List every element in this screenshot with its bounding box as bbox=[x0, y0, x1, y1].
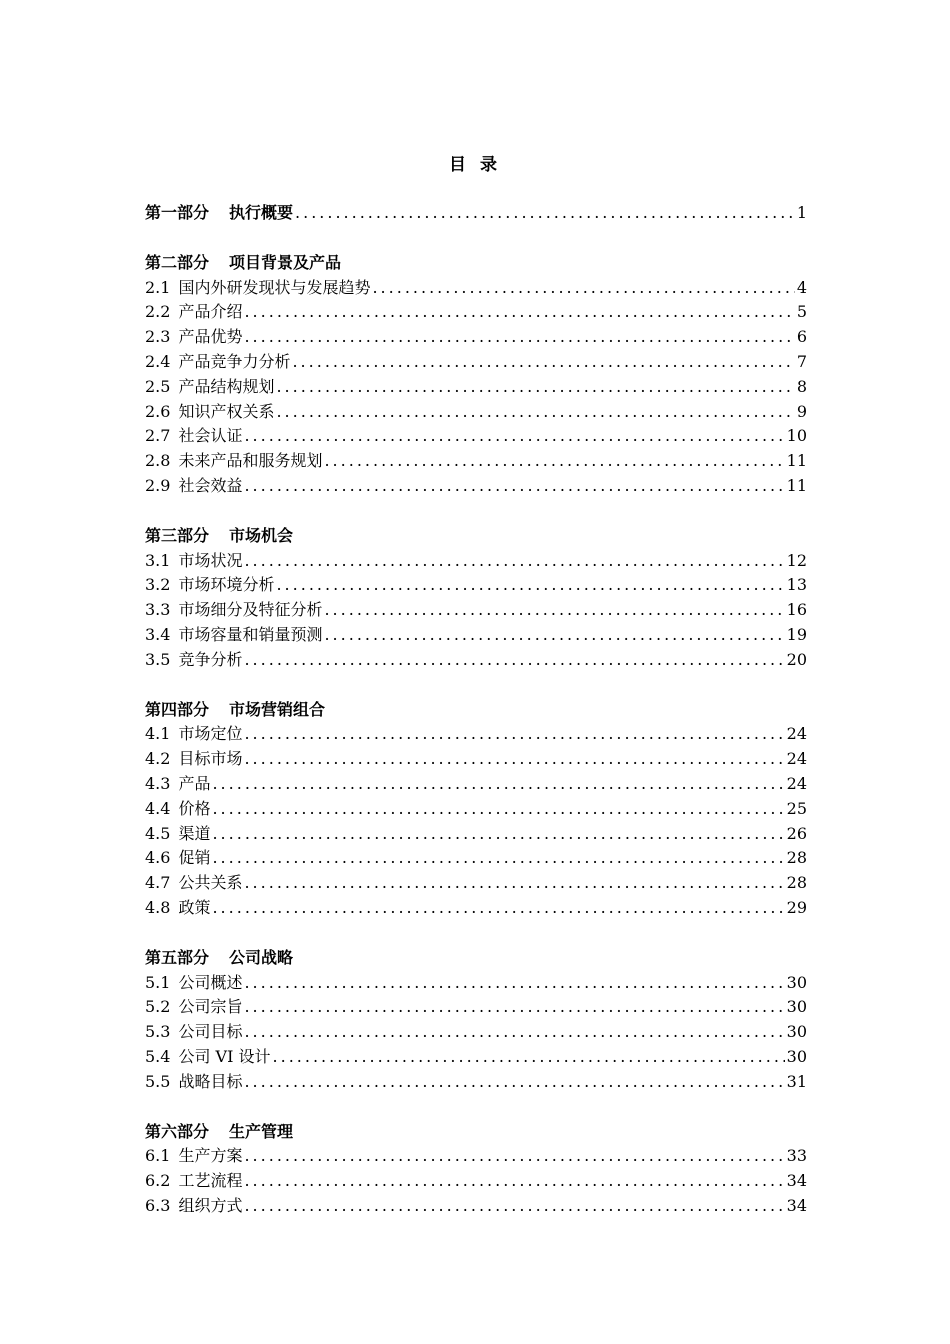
page-number: 31 bbox=[786, 1071, 807, 1091]
toc-entry[interactable] bbox=[145, 573, 807, 598]
toc-entry[interactable] bbox=[145, 276, 807, 301]
entry-number: 4.6 bbox=[145, 848, 171, 868]
page-number: 25 bbox=[786, 798, 807, 818]
entry-number: 2.6 bbox=[145, 401, 171, 421]
page-number: 24 bbox=[786, 724, 807, 744]
entry-number: 4.5 bbox=[145, 823, 171, 843]
toc-part-heading[interactable] bbox=[145, 201, 807, 226]
entry-label: 市场环境分析 bbox=[178, 575, 275, 595]
page-number: 30 bbox=[786, 972, 807, 992]
entry-label: 战略目标 bbox=[178, 1071, 243, 1091]
dot-leader bbox=[244, 1144, 784, 1169]
page-number: 7 bbox=[796, 351, 807, 371]
entry-number: 4.2 bbox=[145, 749, 171, 769]
entry-label: 市场状况 bbox=[178, 550, 243, 570]
dot-leader bbox=[244, 722, 784, 747]
toc-entry[interactable] bbox=[145, 772, 807, 797]
dot-leader bbox=[244, 871, 784, 896]
page-number: 30 bbox=[786, 1046, 807, 1066]
page-number: 9 bbox=[796, 401, 807, 421]
entry-number: 5.2 bbox=[145, 997, 171, 1017]
entry-label: 公共关系 bbox=[178, 873, 243, 893]
part-title: 项目背景及产品 bbox=[229, 252, 342, 272]
entry-label: 市场定位 bbox=[178, 724, 243, 744]
entry-number: 5.1 bbox=[145, 972, 171, 992]
toc-entry[interactable] bbox=[145, 747, 807, 772]
toc-entry[interactable] bbox=[145, 549, 807, 574]
toc-part-heading bbox=[145, 251, 807, 276]
dot-leader bbox=[244, 1169, 784, 1194]
entry-number: 4.1 bbox=[145, 724, 171, 744]
dot-leader bbox=[244, 300, 794, 325]
toc-part-heading bbox=[145, 1120, 807, 1145]
entry-number: 5.3 bbox=[145, 1022, 171, 1042]
toc-entry[interactable] bbox=[145, 300, 807, 325]
dot-leader bbox=[244, 995, 784, 1020]
part-title: 公司战略 bbox=[229, 947, 294, 967]
part-title: 市场机会 bbox=[229, 525, 294, 545]
dot-leader bbox=[244, 648, 784, 673]
toc-title: 目 录 bbox=[449, 155, 501, 175]
toc-entry[interactable] bbox=[145, 846, 807, 871]
part-number: 第五部分 bbox=[145, 947, 210, 967]
entry-label: 竞争分析 bbox=[178, 649, 243, 669]
toc-entry[interactable] bbox=[145, 797, 807, 822]
entry-label: 公司宗旨 bbox=[178, 997, 243, 1017]
dot-leader bbox=[244, 1070, 784, 1095]
toc-entry[interactable] bbox=[145, 896, 807, 921]
dot-leader bbox=[244, 474, 784, 499]
entry-label: 生产方案 bbox=[178, 1146, 243, 1166]
page-number: 16 bbox=[786, 600, 807, 620]
page-number: 13 bbox=[786, 575, 807, 595]
page-number: 34 bbox=[786, 1171, 807, 1191]
part-number: 第四部分 bbox=[145, 699, 210, 719]
page-number: 4 bbox=[796, 277, 807, 297]
toc-section bbox=[145, 524, 807, 673]
entry-label: 市场细分及特征分析 bbox=[178, 600, 323, 620]
toc-entry[interactable] bbox=[145, 598, 807, 623]
page-number: 11 bbox=[786, 475, 807, 495]
table-of-contents bbox=[145, 201, 807, 1244]
toc-part-heading bbox=[145, 524, 807, 549]
entry-number: 2.4 bbox=[145, 351, 171, 371]
entry-label: 产品介绍 bbox=[178, 302, 243, 322]
entry-number: 3.5 bbox=[145, 649, 171, 669]
entry-number: 2.9 bbox=[145, 475, 171, 495]
toc-entry[interactable] bbox=[145, 1169, 807, 1194]
dot-leader bbox=[244, 325, 794, 350]
toc-section bbox=[145, 698, 807, 921]
toc-entry[interactable] bbox=[145, 722, 807, 747]
dot-leader bbox=[324, 623, 784, 648]
dot-leader bbox=[244, 747, 784, 772]
page-number: 12 bbox=[786, 550, 807, 570]
toc-entry[interactable] bbox=[145, 1194, 807, 1219]
entry-number: 3.3 bbox=[145, 600, 171, 620]
entry-label: 产品竞争力分析 bbox=[178, 351, 291, 371]
entry-number: 3.4 bbox=[145, 624, 171, 644]
entry-number: 2.1 bbox=[145, 277, 171, 297]
toc-entry[interactable] bbox=[145, 871, 807, 896]
toc-section bbox=[145, 201, 807, 226]
entry-label: 公司 VI 设计 bbox=[178, 1046, 271, 1066]
toc-entry[interactable] bbox=[145, 350, 807, 375]
entry-label: 产品结构规划 bbox=[178, 376, 275, 396]
toc-entry[interactable] bbox=[145, 1144, 807, 1169]
page-number: 11 bbox=[786, 451, 807, 471]
page-number: 5 bbox=[796, 302, 807, 322]
entry-number: 6.3 bbox=[145, 1195, 171, 1215]
entry-label: 知识产权关系 bbox=[178, 401, 275, 421]
entry-label: 未来产品和服务规划 bbox=[178, 451, 323, 471]
entry-label: 渠道 bbox=[178, 823, 211, 843]
entry-label: 产品优势 bbox=[178, 327, 243, 347]
part-number: 第六部分 bbox=[145, 1121, 210, 1141]
dot-leader bbox=[212, 772, 784, 797]
entry-label: 价格 bbox=[178, 798, 211, 818]
entry-number: 3.1 bbox=[145, 550, 171, 570]
toc-section bbox=[145, 251, 807, 499]
entry-label: 社会认证 bbox=[178, 426, 243, 446]
dot-leader bbox=[372, 276, 794, 301]
entry-label: 市场容量和销量预测 bbox=[178, 624, 323, 644]
toc-entry[interactable] bbox=[145, 375, 807, 400]
entry-number: 2.8 bbox=[145, 451, 171, 471]
entry-number: 5.4 bbox=[145, 1046, 171, 1066]
dot-leader bbox=[324, 449, 784, 474]
entry-label: 国内外研发现状与发展趋势 bbox=[178, 277, 371, 297]
page-number: 28 bbox=[786, 848, 807, 868]
page-number: 1 bbox=[796, 203, 807, 222]
dot-leader bbox=[295, 201, 795, 226]
toc-entry[interactable] bbox=[145, 474, 807, 499]
page-number: 24 bbox=[786, 749, 807, 769]
part-title: 执行概要 bbox=[229, 203, 294, 222]
page-number: 29 bbox=[786, 897, 807, 917]
dot-leader bbox=[212, 846, 784, 871]
toc-entry[interactable] bbox=[145, 449, 807, 474]
dot-leader bbox=[292, 350, 794, 375]
entry-label: 公司目标 bbox=[178, 1022, 243, 1042]
dot-leader bbox=[276, 400, 794, 425]
dot-leader bbox=[276, 573, 784, 598]
toc-entry[interactable] bbox=[145, 400, 807, 425]
toc-entry[interactable] bbox=[145, 1070, 807, 1095]
page-number: 8 bbox=[796, 376, 807, 396]
page-number: 30 bbox=[786, 997, 807, 1017]
toc-entry[interactable] bbox=[145, 424, 807, 449]
page-number: 24 bbox=[786, 773, 807, 793]
toc-part-heading bbox=[145, 946, 807, 971]
dot-leader bbox=[212, 822, 784, 847]
entry-number: 2.2 bbox=[145, 302, 171, 322]
toc-entry[interactable] bbox=[145, 648, 807, 673]
part-number: 第一部分 bbox=[145, 203, 210, 222]
toc-entry[interactable] bbox=[145, 822, 807, 847]
dot-leader bbox=[212, 896, 784, 921]
part-title: 市场营销组合 bbox=[229, 699, 326, 719]
dot-leader bbox=[244, 424, 784, 449]
entry-number: 5.5 bbox=[145, 1071, 171, 1091]
page-number: 34 bbox=[786, 1195, 807, 1215]
entry-number: 4.4 bbox=[145, 798, 171, 818]
entry-number: 3.2 bbox=[145, 575, 171, 595]
dot-leader bbox=[212, 797, 784, 822]
toc-entry[interactable] bbox=[145, 623, 807, 648]
dot-leader bbox=[244, 549, 784, 574]
toc-entry[interactable] bbox=[145, 1020, 807, 1045]
toc-entry[interactable] bbox=[145, 1045, 807, 1070]
toc-entry[interactable] bbox=[145, 995, 807, 1020]
entry-label: 组织方式 bbox=[178, 1195, 243, 1215]
dot-leader bbox=[273, 1045, 785, 1070]
entry-number: 4.7 bbox=[145, 873, 171, 893]
page-number: 6 bbox=[796, 327, 807, 347]
entry-number: 2.5 bbox=[145, 376, 171, 396]
toc-entry[interactable] bbox=[145, 971, 807, 996]
entry-label: 目标市场 bbox=[178, 749, 243, 769]
toc-section bbox=[145, 946, 807, 1095]
toc-part-heading bbox=[145, 698, 807, 723]
part-title: 生产管理 bbox=[229, 1121, 294, 1141]
entry-label: 工艺流程 bbox=[178, 1171, 243, 1191]
toc-section bbox=[145, 1120, 807, 1219]
toc-entry[interactable] bbox=[145, 325, 807, 350]
dot-leader bbox=[244, 971, 784, 996]
dot-leader bbox=[324, 598, 784, 623]
page-number: 10 bbox=[786, 426, 807, 446]
entry-number: 6.2 bbox=[145, 1171, 171, 1191]
entry-number: 2.7 bbox=[145, 426, 171, 446]
page-number: 19 bbox=[786, 624, 807, 644]
entry-number: 4.3 bbox=[145, 773, 171, 793]
entry-label: 促销 bbox=[178, 848, 211, 868]
dot-leader bbox=[244, 1020, 784, 1045]
dot-leader bbox=[244, 1194, 784, 1219]
page-number: 20 bbox=[786, 649, 807, 669]
page-number: 26 bbox=[786, 823, 807, 843]
entry-number: 2.3 bbox=[145, 327, 171, 347]
part-number: 第三部分 bbox=[145, 525, 210, 545]
page-number: 28 bbox=[786, 873, 807, 893]
page-number: 33 bbox=[786, 1146, 807, 1166]
page-number: 30 bbox=[786, 1022, 807, 1042]
entry-number: 4.8 bbox=[145, 897, 171, 917]
entry-label: 政策 bbox=[178, 897, 211, 917]
entry-number: 6.1 bbox=[145, 1146, 171, 1166]
entry-label: 社会效益 bbox=[178, 475, 243, 495]
dot-leader bbox=[276, 375, 794, 400]
entry-label: 产品 bbox=[178, 773, 211, 793]
entry-label: 公司概述 bbox=[178, 972, 243, 992]
part-number: 第二部分 bbox=[145, 252, 210, 272]
